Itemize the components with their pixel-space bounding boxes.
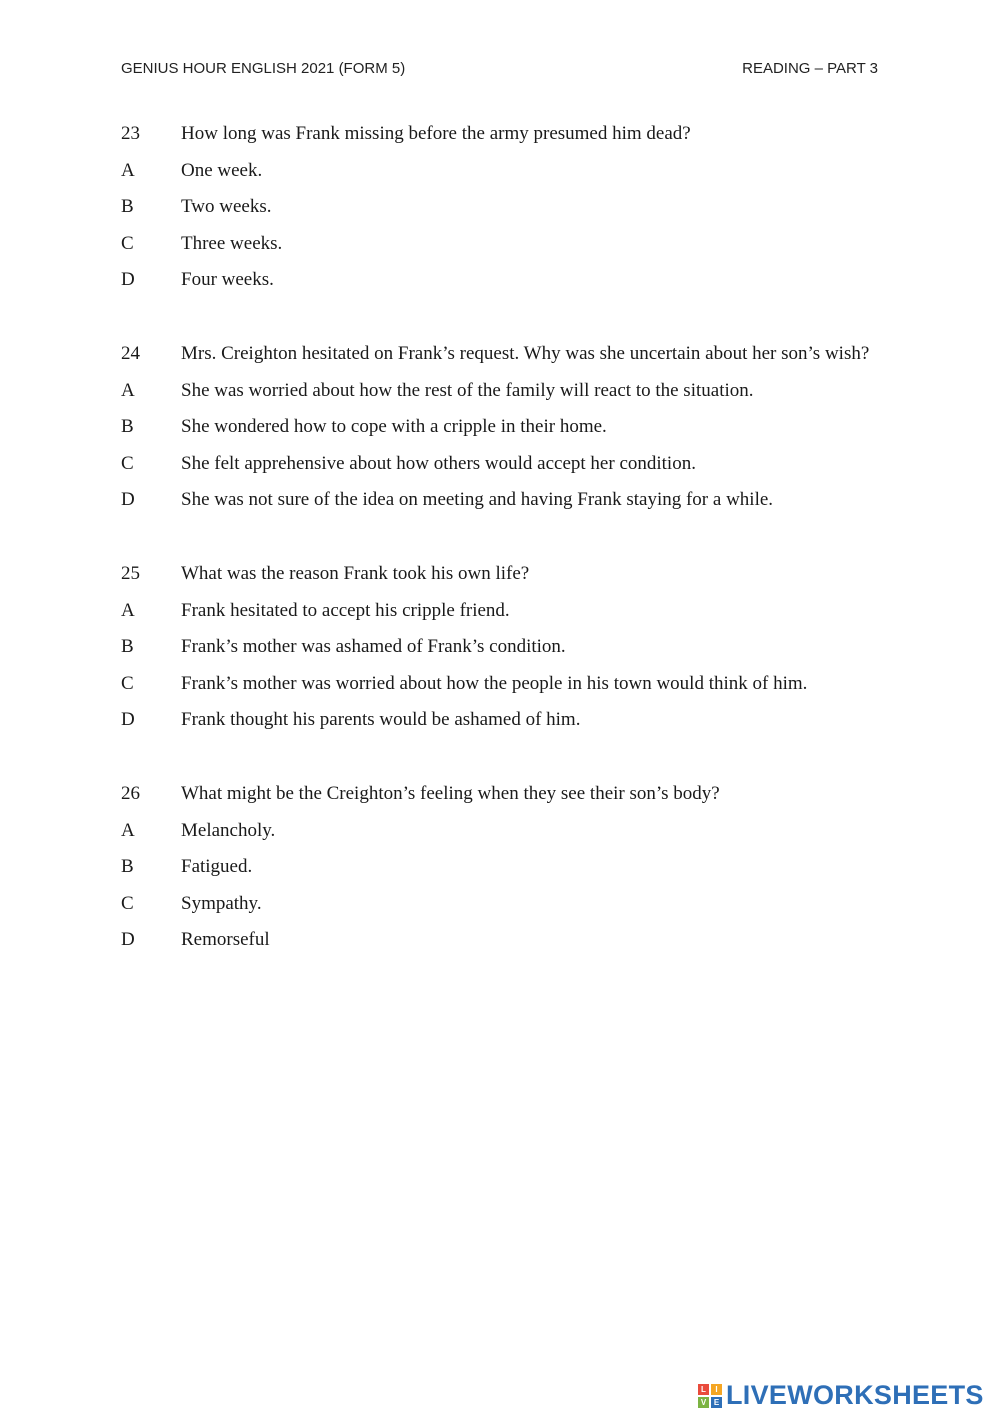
logo-mark-square: E	[711, 1397, 722, 1408]
question-stem-row	[121, 776, 881, 813]
option-text: One week.	[181, 159, 263, 181]
answer-option-b[interactable]	[121, 189, 881, 226]
question-number: 25	[121, 562, 140, 584]
option-text: Frank thought his parents would be ashamed of him.	[181, 709, 581, 731]
answer-option-b[interactable]	[121, 409, 881, 446]
option-letter: B	[121, 196, 134, 218]
option-letter: D	[121, 929, 135, 951]
answer-option-b[interactable]	[121, 849, 881, 886]
option-letter: C	[121, 452, 134, 474]
logo-mark-square: I	[711, 1384, 722, 1395]
answer-option-a[interactable]	[121, 593, 881, 630]
question-stem: Mrs. Creighton hesitated on Frank’s request. Why was she uncertain about her son’s wish?	[181, 342, 870, 364]
option-text: Frank hesitated to accept his cripple friend.	[181, 599, 510, 621]
option-text: Three weeks.	[181, 232, 283, 254]
option-letter: D	[121, 709, 135, 731]
answer-option-c[interactable]	[121, 226, 881, 263]
logo-text: LIVEWORKSHEETS	[726, 1380, 984, 1410]
answer-option-c[interactable]	[121, 446, 881, 483]
option-letter: D	[121, 489, 135, 511]
question-23	[121, 116, 881, 299]
option-text: Two weeks.	[181, 196, 272, 218]
option-text: Fatigued.	[181, 856, 253, 878]
question-stem-row	[121, 336, 881, 373]
answer-option-a[interactable]	[121, 373, 881, 410]
header-right-title: READING – PART 3	[742, 60, 878, 77]
answer-option-c[interactable]	[121, 886, 881, 923]
answer-option-d[interactable]	[121, 482, 881, 519]
option-text: She wondered how to cope with a cripple in their home.	[181, 416, 607, 438]
option-letter: B	[121, 416, 134, 438]
header-left-title: GENIUS HOUR ENGLISH 2021 (FORM 5)	[121, 60, 406, 77]
answer-option-c[interactable]	[121, 666, 881, 703]
option-letter: A	[121, 159, 135, 181]
option-text: She was not sure of the idea on meeting and having Frank staying for a while.	[181, 489, 774, 511]
option-text: Four weeks.	[181, 269, 274, 291]
option-letter: B	[121, 856, 134, 878]
question-stem: What might be the Creighton’s feeling when they see their son’s body?	[181, 782, 720, 804]
option-letter: B	[121, 636, 134, 658]
option-text: Sympathy.	[181, 892, 262, 914]
option-letter: D	[121, 269, 135, 291]
logo-mark-square: V	[698, 1397, 709, 1408]
answer-option-d[interactable]	[121, 922, 881, 959]
option-letter: A	[121, 819, 135, 841]
question-list	[121, 116, 881, 996]
answer-option-d[interactable]	[121, 702, 881, 739]
option-text: She felt apprehensive about how others would accept her condition.	[181, 452, 696, 474]
option-text: Frank’s mother was ashamed of Frank’s condition.	[181, 636, 566, 658]
option-letter: C	[121, 672, 134, 694]
option-text: Melancholy.	[181, 819, 276, 841]
question-25	[121, 556, 881, 739]
option-letter: C	[121, 232, 134, 254]
answer-option-a[interactable]	[121, 813, 881, 850]
question-stem-row	[121, 556, 881, 593]
question-stem-row	[121, 116, 881, 153]
option-letter: A	[121, 599, 135, 621]
liveworksheets-logo	[698, 1380, 984, 1411]
question-number: 23	[121, 123, 140, 144]
option-letter: C	[121, 892, 134, 914]
question-number: 26	[121, 782, 140, 804]
answer-option-d[interactable]	[121, 262, 881, 299]
question-number: 24	[121, 342, 140, 364]
question-26	[121, 776, 881, 959]
logo-mark-square: L	[698, 1384, 709, 1395]
option-text: Remorseful	[181, 929, 270, 951]
question-stem: How long was Frank missing before the army presumed him dead?	[181, 123, 691, 144]
question-stem: What was the reason Frank took his own life?	[181, 562, 530, 584]
option-text: Frank’s mother was worried about how the people in his town would think of him.	[181, 672, 808, 694]
answer-option-b[interactable]	[121, 629, 881, 666]
option-text: She was worried about how the rest of the family will react to the situation.	[181, 379, 754, 401]
question-24	[121, 336, 881, 519]
option-letter: A	[121, 379, 135, 401]
page-header	[121, 60, 878, 77]
answer-option-a[interactable]	[121, 153, 881, 190]
logo-mark-icon	[698, 1384, 722, 1408]
